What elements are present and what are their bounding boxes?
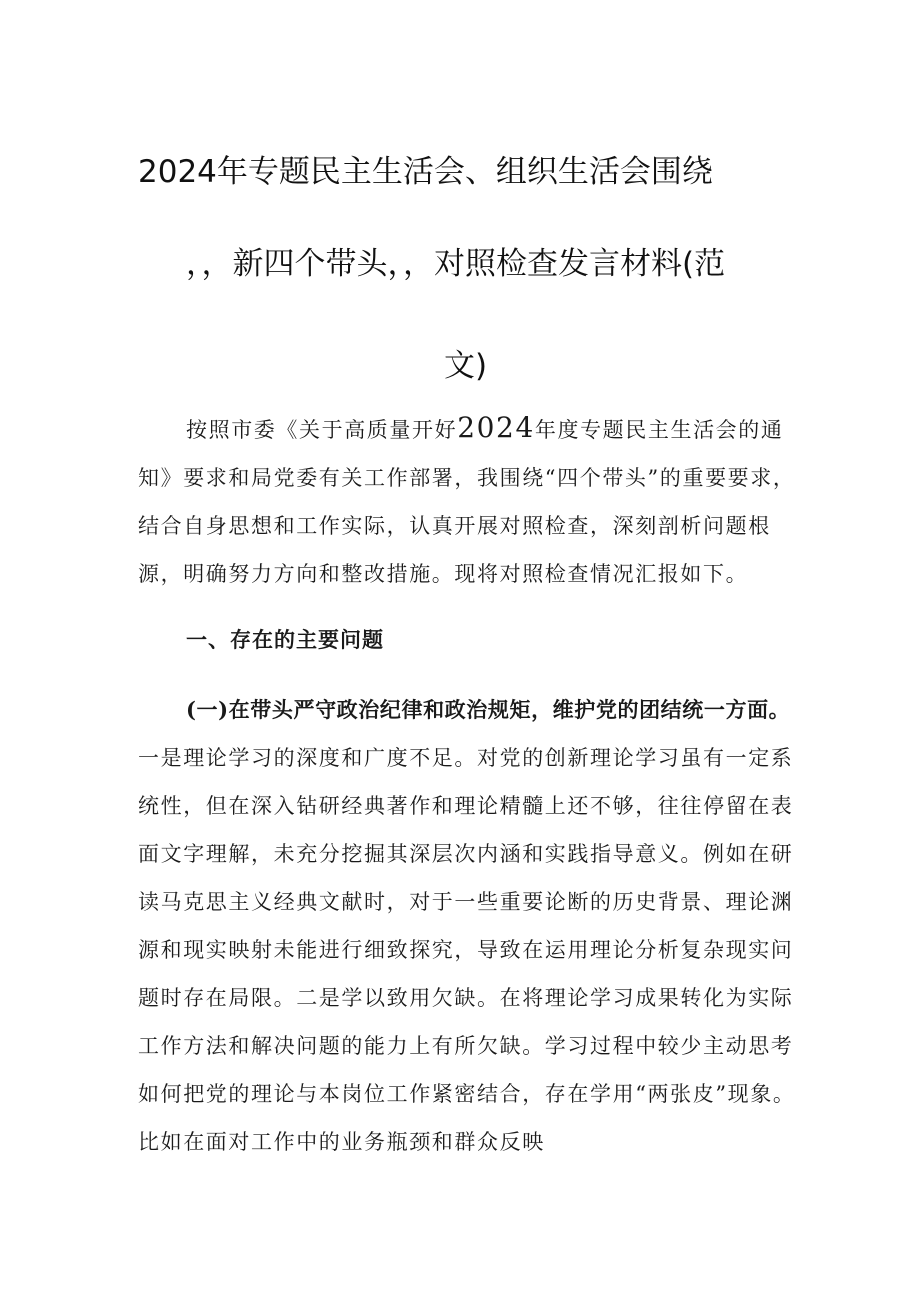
intro-text-part1: 按照市委《关于高质量开好 (186, 418, 458, 442)
document-title-line-2: ，，新四个带头，，对照检查发言材料(范 (186, 246, 726, 282)
section-item-1-body: 一是理论学习的深度和广度不足。对党的创新理论学习虽有一定系统性，但在深入钻研经典著作和理论精髓上还不够，往往停留在表面文字理解，未充分挖掘其深层次内涵和实践指导意义。例如在研读马克思主义经典文献时，对于一些重要论断的历史背景、理论渊源和现实映射未能进行细致探究，导致在运用理论分析复杂现实问题时存在局限。二是学以致用欠缺。在将理论学习成果转化为实际工作方法和解决问题的能力上有所欠缺。学习过程中较少主动思考如何把党的理论与本岗位工作紧密结合，存在学用“两张皮”现象。比如在面对工作中的业务瓶颈和群众反映 (138, 746, 796, 1154)
document-title-line-3: 文) (444, 348, 488, 384)
section-heading-main-problems: 一、存在的主要问题 (186, 627, 384, 652)
intro-year: 2024 (457, 411, 535, 444)
document-title-line-1: 2024年专题民主生活会、组织生活会围绕 (138, 154, 713, 190)
section-item-1-paragraph (138, 686, 798, 1166)
intro-paragraph (138, 404, 798, 598)
intro-text-part2: 年度专题民主生活会的通知》要求和局党委有关工作部署，我围绕“四个带头”的重要要求，结合自身思想和工作实际，认真开展对照检查，深刻剖析问题根源，明确努力方向和整改措施。现将对照检查情况汇报如下。 (138, 418, 796, 586)
section-item-1-lead: (一)在带头严守政治纪律和政治规矩，维护党的团结统一方面。 (186, 697, 791, 722)
